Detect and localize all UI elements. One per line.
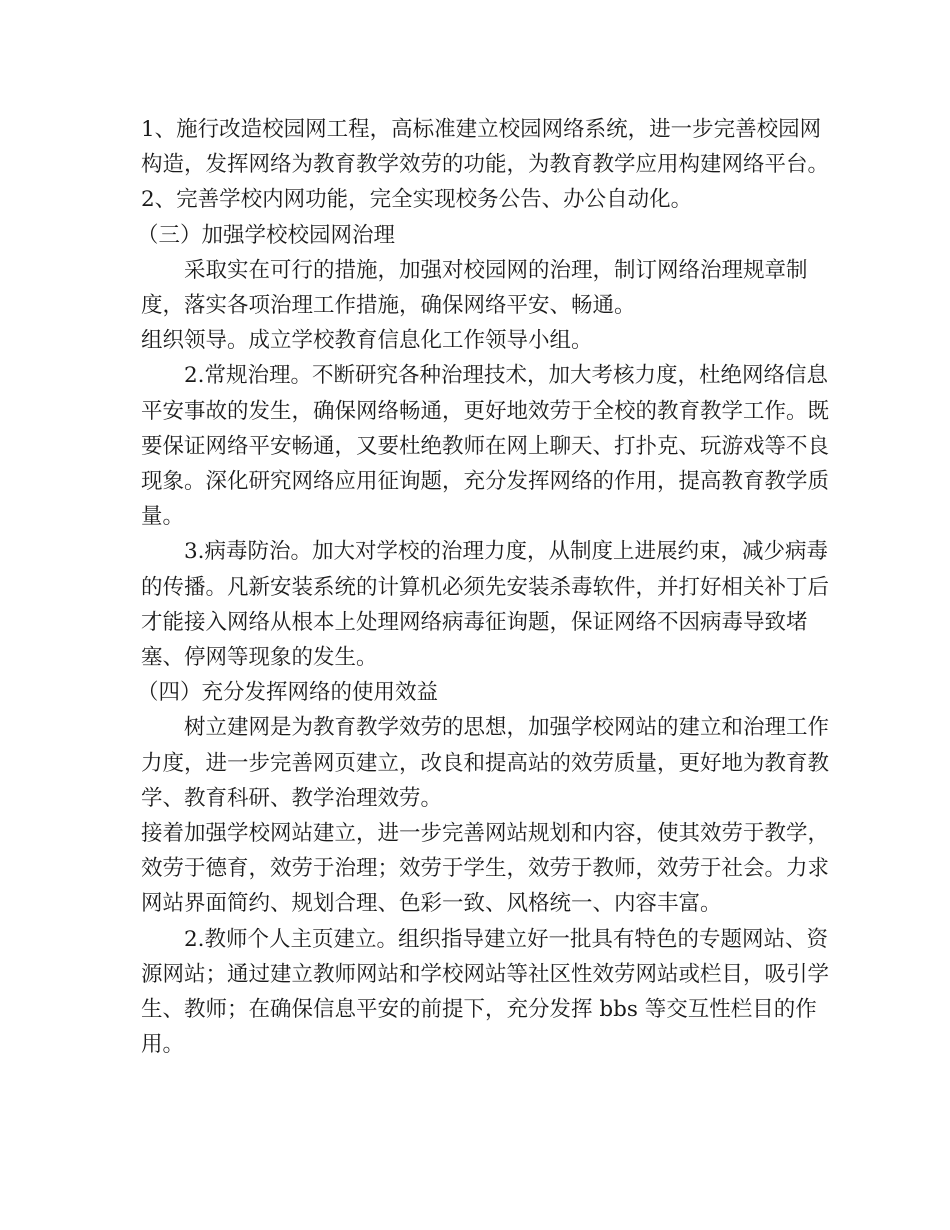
- paragraph-routine-management: 2.常规治理。不断研究各种治理技术，加大考核力度，杜绝网络信息平安事故的发生，确保网络畅通，更好地效劳于全校的教育教学工作。既要保证网络平安畅通，又要杜绝教师在网上聊天、打扑克、玩游戏等不良现象。深化研究网络应用征询题，充分发挥网络的作用，提高教育教学质量。: [141, 363, 830, 530]
- paragraph-management-measures: 采取实在可行的措施，加强对校园网的治理，制订网络治理规章制度，落实各项治理工作措施，确保网络平安、畅通。: [141, 257, 808, 319]
- section-heading-4: （四）充分发挥网络的使用效益: [137, 680, 439, 706]
- section-heading-3: （三）加强学校校园网治理: [137, 222, 396, 248]
- paragraph-campus-network-project: 1、施行改造校园网工程，高标准建立校园网络系统，进一步完善校园网构造，发挥网络为教育教学效劳的功能，为教育教学应用构建网络平台。: [141, 117, 830, 178]
- paragraph-service-mindset: 树立建网是为教育教学效劳的思想，加强学校网站的建立和治理工作力度，进一步完善网页建立，改良和提高站的效劳质量，更好地为教育教学、教育科研、教学治理效劳。: [141, 715, 830, 811]
- paragraph-website-construction: 接着加强学校网站建立，进一步完善网站规划和内容，使其效劳于教学，效劳于德育，效劳于治理；效劳于学生，效劳于教师，效劳于社会。力求网站界面简约、规划合理、色彩一致、风格统一、内容丰富。: [141, 821, 830, 917]
- paragraph-teacher-homepage: 2.教师个人主页建立。组织指导建立好一批具有特色的专题网站、资源网站；通过建立教师网站和学校网站等社区性效劳网站或栏目，吸引学生、教师；在确保信息平安的前提下，充分发挥 bbs 等交互性栏目的作用。: [141, 926, 830, 1058]
- paragraph-organization-leadership: 组织领导。成立学校教育信息化工作领导小组。: [141, 328, 593, 354]
- document-body: [137, 112, 831, 1062]
- paragraph-virus-prevention: 3.病毒防治。加大对学校的治理力度，从制度上进展约束，减少病毒的传播。凡新安装系统的计算机必须先安装杀毒软件，并打好相关补丁后才能接入网络从根本上处理网络病毒征询题，保证网络不因病毒导致堵塞、停网等现象的发生。: [141, 539, 830, 671]
- paragraph-intranet-function: 2、完善学校内网功能，完全实现校务公告、办公自动化。: [141, 187, 693, 213]
